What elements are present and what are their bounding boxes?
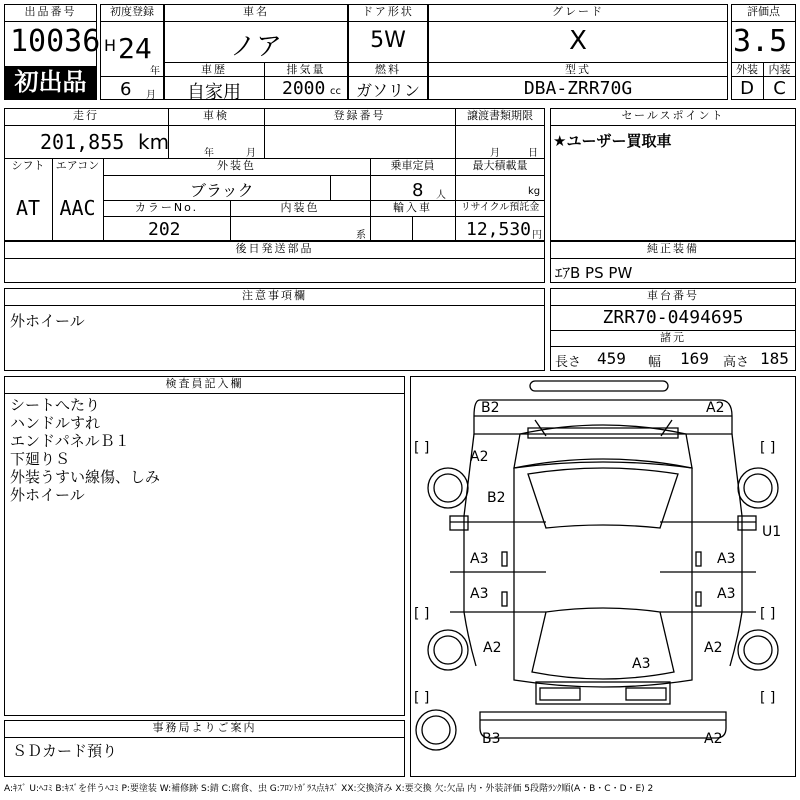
door-value: 5W [370,28,406,53]
inspector-notes-label: 検査員記入欄 [165,377,244,390]
lot-number-value: 10036 [10,24,101,59]
registration-label: 登録番号 [333,109,386,122]
inspector-note: シートへたり [10,396,101,414]
month-value: 6 [120,79,132,100]
car-name-label: 車名 [243,5,269,18]
bracket-left-front: [ ] [414,440,430,456]
damage-rear-right: A2 [704,640,723,656]
chassis-number-value: ZRR70-0494695 [602,307,744,328]
height-value: 185 [760,349,789,368]
caution-label: 注意事項欄 [242,289,307,302]
bracket-left-rear: [ ] [414,606,430,622]
damage-door-fl: A3 [470,551,489,567]
damage-rear-bumper-right: A2 [704,731,723,747]
length-label: 長さ [555,355,582,370]
aircon-label: エアコン [55,159,100,172]
inspector-note: 下廻りＳ [10,450,71,468]
model-value: DBA-ZRR70G [523,78,633,99]
bracket-right-rear: [ ] [760,606,776,622]
capacity-unit: 人 [436,190,446,201]
recycle-deposit-label: リサイクル預託金 [460,202,540,213]
specs-label: 諸元 [660,331,686,344]
inspection-year-unit: 年 [204,148,214,159]
car-history-value: 自家用 [187,82,241,103]
damage-door-fr: A3 [717,551,736,567]
transfer-day-unit: 日 [528,148,538,159]
exterior-label: 外装 [736,63,758,76]
transfer-month-unit: 月 [490,148,500,159]
inspector-note: ハンドルすれ [10,414,101,432]
displacement-label: 排気量 [286,63,326,76]
lot-number-label: 出品番号 [24,5,77,18]
damage-front-left: B2 [481,400,500,416]
bracket-right-bottom: [ ] [760,690,776,706]
month-unit: 月 [146,90,156,101]
sales-point-value: ★ユーザー買取車 [553,132,672,150]
aircon-value: AAC [59,196,96,220]
recycle-deposit-unit: 円 [532,230,542,241]
damage-door-rr: A3 [717,586,736,602]
later-parts-label: 後日発送部品 [235,242,314,255]
model-label: 型式 [565,63,591,76]
damage-right-side: U1 [762,524,782,540]
car-diagram [410,376,796,777]
displacement-unit: cc [330,86,341,97]
interior-color-label: 内装色 [280,201,320,214]
transfer-deadline-label: 譲渡書類期限 [467,109,533,122]
damage-rear-left: A2 [483,640,502,656]
max-load-label: 最大積載量 [472,159,528,172]
damage-front-right: A2 [706,400,725,416]
damage-rear-bumper-left: B3 [482,731,501,747]
first-registration-label: 初度登録 [110,5,154,18]
year-unit: 年 [150,66,160,77]
mileage-value: 201,855 [40,130,125,154]
inspector-note: 外装うすい線傷、しみ [10,468,161,486]
genuine-equipment-value: ｴｱB PS PW [555,264,633,282]
damage-hood-left: B2 [487,490,506,506]
exterior-color-value: ブラック [190,181,254,200]
genuine-equipment-label: 純正装備 [647,242,699,255]
color-number-value: 202 [148,219,181,240]
grade-label: グレード [552,5,604,18]
car-history-label: 車歴 [201,63,227,76]
interior-grade-value: C [773,78,786,99]
inspection-label: 車検 [203,109,229,122]
width-value: 169 [680,349,709,368]
office-notes-label: 事務局よりご案内 [152,721,257,734]
score-label: 評価点 [747,5,780,18]
fuel-label: 燃料 [375,63,401,76]
bracket-right-front: [ ] [760,440,776,456]
exterior-color-label: 外装色 [217,159,256,172]
sales-point-box [550,108,796,241]
capacity-label: 乗車定員 [390,159,435,172]
color-number-label: カラーNo. [134,201,199,214]
bracket-left-bottom: [ ] [414,690,430,706]
damage-legend: A:ｷｽﾞ U:ﾍｺﾐ B:ｷｽﾞを伴うﾍｺﾐ P:要塗装 W:補修跡 S:錆 C:腐食、虫 G:ﾌﾛﾝﾄｶﾞﾗｽ点ｷｽﾞ XX:交換済み X:要交換 欠:欠品 内・外装評価 5段階ﾗﾝｸ順(A・B・C・D・E) 2 [4,784,654,794]
length-value: 459 [597,349,626,368]
shift-label: シフト [11,159,45,172]
score-value: 3.5 [733,24,788,59]
damage-fender-left: A2 [470,449,489,465]
interior-color-unit: 系 [356,230,366,241]
height-label: 高さ [723,355,750,370]
recycle-deposit-value: 12,530 [466,219,532,240]
chassis-label: 車台番号 [647,289,699,302]
inspection-month-unit: 月 [246,148,256,159]
inspector-notes-list [10,396,400,504]
era-letter: H [104,36,117,55]
width-label: 幅 [648,355,662,370]
mileage-label: 走行 [73,109,99,122]
import-car-label: 輸入車 [393,201,432,214]
fuel-value: ガソリン [355,81,420,100]
office-notes-value: ＳＤカード預り [12,742,118,760]
inspector-note: エンドパネルＢ１ [10,432,130,450]
load-unit: kg [528,186,541,197]
sales-point-label: セールスポイント [621,109,725,122]
interior-label: 内装 [768,63,791,76]
damage-door-rl: A3 [470,586,489,602]
shift-value: AT [15,196,41,220]
first-listing-badge: 初出品 [5,66,96,99]
capacity-value: 8 [412,180,424,201]
inspector-note: 外ホイール [10,486,85,504]
damage-roof-rear: A3 [632,656,651,672]
car-name-value: ノア [229,32,282,62]
exterior-grade-value: D [740,78,754,99]
grade-value: X [569,26,587,56]
era-year: 24 [118,32,152,65]
displacement-value: 2000 [282,78,326,99]
caution-value: 外ホイール [10,312,85,330]
mileage-unit: km [138,130,170,154]
door-label: ドア形状 [362,5,414,18]
